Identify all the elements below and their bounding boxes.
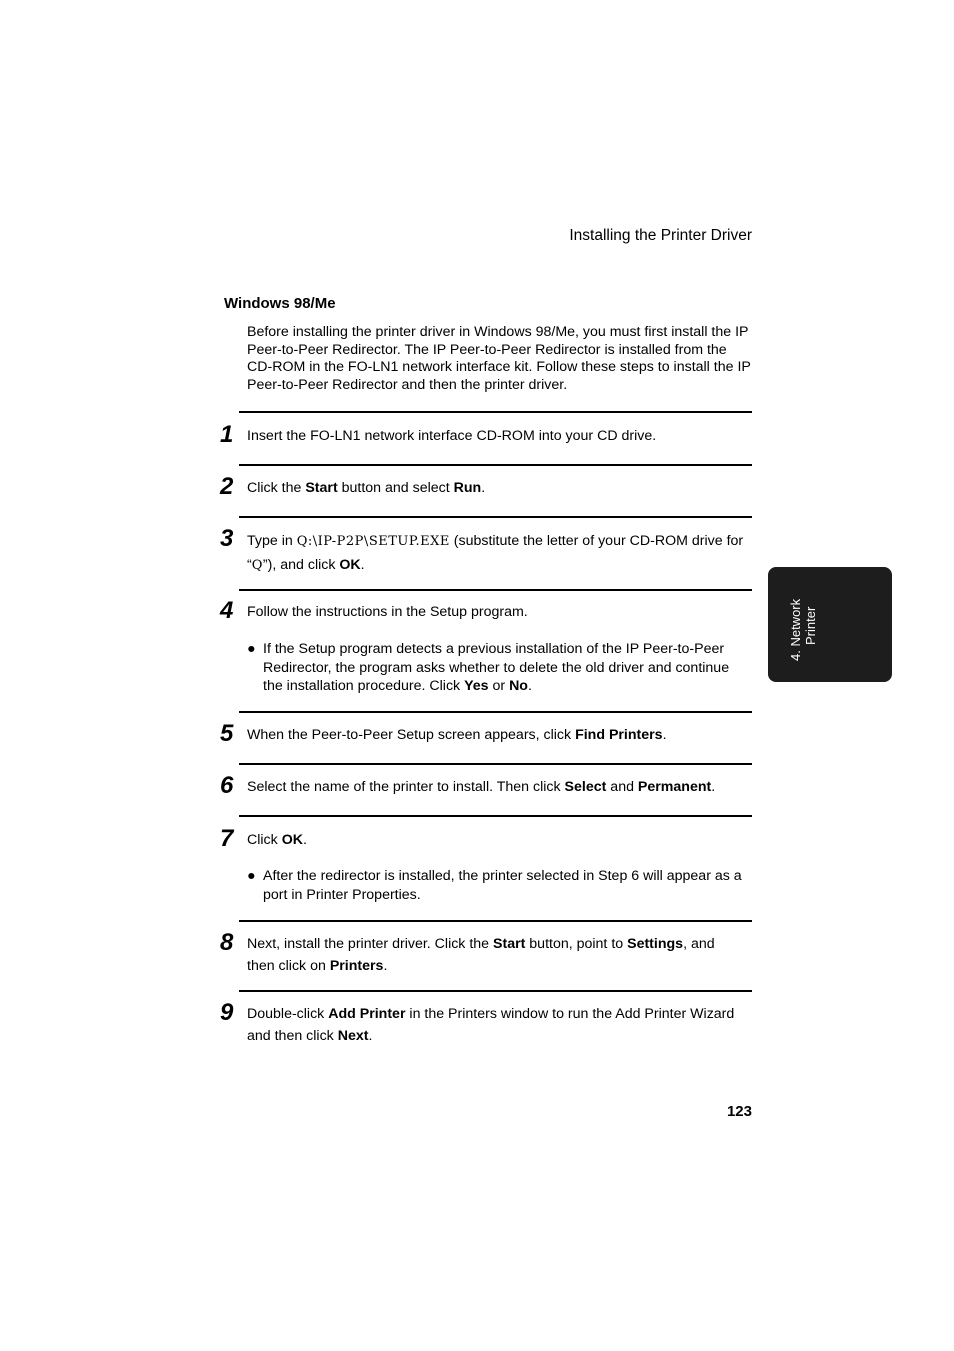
- step-text: [247, 830, 744, 852]
- text-run: After the redirector is installed, the printer selected in Step 6 will appear as a port in Printer Properties.: [263, 868, 742, 903]
- step-divider: [239, 990, 752, 992]
- step-text: [247, 478, 744, 500]
- emphasis-text: OK: [281, 832, 303, 848]
- step-divider: [239, 411, 752, 413]
- bullet-dot: ●: [247, 868, 256, 884]
- emphasis-text: OK: [339, 556, 361, 573]
- step-divider: [239, 711, 752, 713]
- text-run: When the Peer-to-Peer Setup screen appears, click: [247, 727, 576, 743]
- code-text: Q:\IP-P2P\SETUP.EXE: [296, 534, 450, 549]
- chapter-tab: [768, 567, 892, 682]
- text-run: Next, install the printer driver. Click the: [247, 936, 494, 952]
- step-number: 9: [220, 999, 234, 1026]
- text-run: Double-click: [247, 1006, 329, 1022]
- running-header: Installing the Printer Driver: [569, 227, 752, 244]
- text-run: .: [662, 727, 667, 743]
- step-divider: [239, 464, 752, 466]
- emphasis-text: Permanent: [637, 779, 712, 795]
- section-title: Windows 98/Me: [224, 295, 336, 312]
- emphasis-text: Printers: [329, 957, 384, 974]
- text-run: and: [606, 779, 638, 795]
- step-number: 3: [220, 525, 234, 552]
- text-run: If the Setup program detects a previous installation of the IP Peer-to-Peer Redirector, the program asks whether to delete the old driver and continue the installation procedure. Click: [263, 641, 730, 694]
- emphasis-text: No: [509, 678, 528, 694]
- emphasis-text: Settings: [627, 936, 684, 952]
- text-run: or: [488, 678, 510, 694]
- emphasis-text: Yes: [464, 678, 489, 694]
- text-run: .: [368, 1027, 373, 1044]
- step-text: [247, 426, 744, 448]
- step-number: 8: [220, 929, 234, 956]
- emphasis-text: Next: [337, 1027, 369, 1044]
- chapter-tab-line1: 4. Network: [788, 598, 803, 661]
- text-run: .: [711, 779, 716, 795]
- text-run: Select the name of the printer to install. Then click: [247, 779, 565, 795]
- step-note: [247, 867, 744, 904]
- text-run: in the Printers window to run the Add Printer Wizard and then click: [247, 1006, 735, 1044]
- text-run: .: [481, 480, 486, 496]
- code-text: Q: [251, 557, 263, 573]
- emphasis-text: Start: [493, 936, 526, 952]
- step-divider: [239, 763, 752, 765]
- bullet-dot: ●: [247, 641, 256, 657]
- text-run: Click the: [247, 480, 306, 496]
- step-text: [247, 725, 744, 747]
- step-divider: [239, 920, 752, 922]
- step-text: [247, 1004, 744, 1047]
- text-run: .: [360, 556, 365, 573]
- text-run: Type in: [247, 533, 297, 549]
- chapter-tab-line2: Printer: [803, 606, 818, 645]
- intro-paragraph: Before installing the printer driver in Windows 98/Me, you must first install the IP Peer-to-Peer Redirector. The IP Peer-to-Peer Redirector is installed from the CD-ROM in the FO-LN1 network interface kit. Follow these steps to install the IP Peer-to-Peer Redirector and then the printer driver.: [247, 324, 751, 393]
- step-text: [247, 777, 744, 799]
- text-run: (substitute the letter of your CD-ROM drive for “: [247, 533, 744, 573]
- text-run: , and then click on: [247, 936, 715, 974]
- text-run: Click: [247, 832, 282, 848]
- text-run: Follow the instructions in the Setup program.: [247, 604, 528, 620]
- text-run: .: [302, 832, 307, 848]
- step-number: 4: [220, 597, 234, 624]
- step-text: [247, 934, 744, 977]
- emphasis-text: Start: [305, 480, 338, 496]
- text-run: .: [527, 678, 532, 694]
- text-run: button and select: [337, 480, 454, 496]
- text-run: ”), and click: [262, 556, 340, 573]
- emphasis-text: Find Printers: [575, 727, 663, 743]
- text-run: Insert the FO-LN1 network interface CD-ROM into your CD drive.: [247, 428, 657, 444]
- chapter-tab-label: [788, 571, 818, 661]
- step-number: 7: [220, 825, 234, 852]
- step-number: 6: [220, 772, 234, 799]
- note-text: [263, 641, 729, 694]
- step-divider: [239, 516, 752, 518]
- step-text: [247, 530, 744, 577]
- step-text: [247, 602, 744, 624]
- step-divider: [239, 815, 752, 817]
- step-note: [247, 640, 744, 696]
- step-number: 2: [220, 473, 234, 500]
- emphasis-text: Select: [564, 779, 607, 795]
- page-number: 123: [726, 1103, 752, 1120]
- step-number: 5: [220, 720, 234, 747]
- emphasis-text: Run: [453, 480, 482, 496]
- step-divider: [239, 589, 752, 591]
- text-run: button, point to: [525, 936, 628, 952]
- step-number: 1: [220, 421, 234, 448]
- emphasis-text: Add Printer: [328, 1006, 406, 1022]
- text-run: .: [383, 957, 388, 974]
- note-text: [263, 868, 742, 903]
